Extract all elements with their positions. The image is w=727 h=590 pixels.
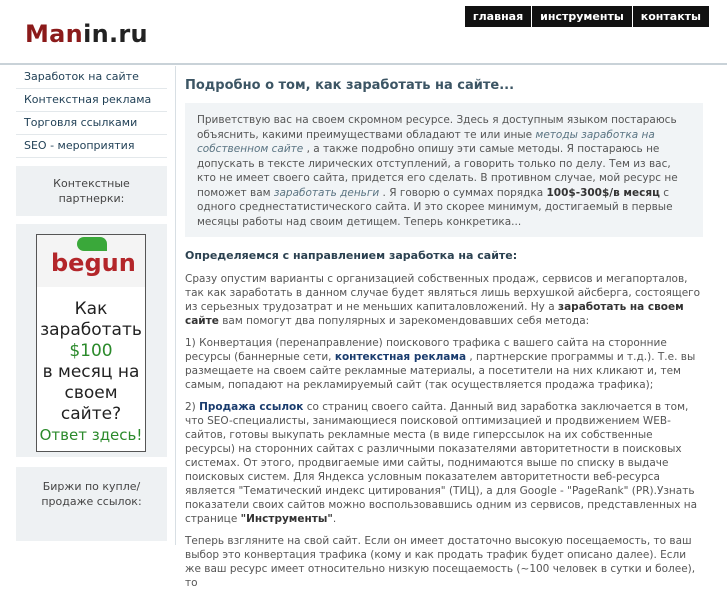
banner-line-3: в месяц на своем сайте? bbox=[42, 362, 140, 424]
main-content bbox=[185, 66, 703, 589]
p1-text-c: вам помогут два популярных и зарекомендовавших себя метода: bbox=[218, 315, 590, 327]
banner-text bbox=[37, 287, 145, 445]
p3-text-b: со страниц своего сайта. Данный вид заработка заключается в том, что SEO-специалисты, занимающиеся поисковой оптимизацией и продвижением WEB-сайтов, готовы выкупать рекламные места (в виде гиперссылок на их собственные ресурсы) на сторонних сайтах с различными показателями авторитетности в поисковых системах. От этого, продвигаемые ими сайты, поднимаются выше по списку в выдаче поисковых систем. Для Яндекса условным показателем авторитетности веб-ресурса является "Тематический индекс цитирования" (ТИЦ), а для Google - "PageRank" (PR).Узнать показатели своих сайтов можно воспользовавшись одним из сервисов, представленных на странице bbox=[185, 401, 698, 525]
paragraph-3 bbox=[185, 400, 703, 526]
banner-line-2: $100 bbox=[69, 341, 113, 361]
intro-text-1: Приветствую вас на своем скромном ресурсе. Здесь я доступным языком постараюсь объяснить, какими преимуществами обладают те или иные bbox=[197, 114, 677, 141]
nav-contacts-link[interactable]: контакты bbox=[633, 6, 709, 27]
site-logo[interactable] bbox=[25, 20, 148, 48]
context-partners-panel: Контекстные партнерки: bbox=[16, 166, 167, 216]
banner-brand-area bbox=[37, 235, 145, 287]
banner-container bbox=[16, 224, 167, 457]
top-navigation bbox=[465, 6, 709, 27]
nav-home-link[interactable]: главная bbox=[465, 6, 531, 27]
paragraph-4: Теперь взгляните на свой сайт. Если он имеет достаточно высокую посещаемость, то ваш выбор это конвертация трафика (кому и как продать трафик будет описано далее). Если же ваш ресурс имеет относительно низкую посещаемость (~100 человек в сутки и более), то bbox=[185, 535, 696, 589]
p1-bold: заработать на своем сайте bbox=[185, 301, 684, 327]
banner-line-4: Ответ здесь! bbox=[39, 426, 143, 444]
intro-emphasis-money: заработать деньги bbox=[273, 186, 380, 199]
sidebar bbox=[10, 66, 176, 545]
sidebar-item-seo[interactable]: SEO - мероприятия bbox=[16, 135, 167, 158]
logo-part-domain: in.ru bbox=[83, 20, 148, 48]
sidebar-item-link-trading[interactable]: Торговля ссылками bbox=[16, 112, 167, 135]
p2-text-b: , партнерские программы и т.д.). Т.е. вы размещаете на своем сайте рекламные материалы, а посетители на них кликают и, тем самым, попадают на рекламируемый сайт (так осуществляется продажа трафика); bbox=[185, 351, 696, 391]
p2-text-a: 1) Конвертация (перенаправление) поискового трафика с вашего сайта на сторонние ресурсы (баннерные сети, bbox=[185, 337, 667, 363]
tools-page-reference: "Инструменты" bbox=[240, 513, 333, 525]
p3-text-d: . bbox=[332, 513, 337, 525]
logo-part-man: Man bbox=[25, 20, 84, 48]
link-sales-link[interactable]: Продажа ссылок bbox=[199, 401, 304, 413]
context-ads-link[interactable]: контекстная реклама bbox=[334, 351, 467, 363]
banner-brand-logo: begun bbox=[51, 249, 136, 277]
section-title: Определяемся с направлением заработка на сайте: bbox=[185, 249, 518, 262]
sidebar-item-context-ads[interactable]: Контекстная реклама bbox=[16, 89, 167, 112]
intro-amount: 100$-300$/в месяц bbox=[546, 186, 660, 199]
sidebar-menu bbox=[10, 66, 175, 158]
begun-banner[interactable] bbox=[36, 234, 146, 452]
intro-text-4: с одного среднестатистического сайта. И это скорее минимум, достигаемый в первые месяцы работы над своим детищем. Теперь конкретика... bbox=[197, 186, 673, 228]
intro-emphasis-methods: методы заработка на собственном сайте bbox=[197, 128, 655, 155]
p3-text-a: 2) bbox=[185, 401, 200, 413]
paragraph-1 bbox=[185, 272, 703, 328]
p1-text-a: Сразу опустим варианты с организацией собственных продаж, сервисов и мегапорталов, так как заработать в данном случае будет являться лишь верхушкой айсберга, состоящего из серьезных трудозатрат и не меньших капиталовложений. Ну а bbox=[185, 273, 701, 313]
paragraph-2 bbox=[185, 336, 703, 392]
site-header bbox=[0, 0, 727, 63]
nav-tools-link[interactable]: инструменты bbox=[532, 6, 632, 27]
intro-box bbox=[185, 103, 703, 237]
link-exchanges-panel: Биржи по купле/продаже ссылок: bbox=[16, 467, 167, 541]
intro-text-3: . Я говорю о суммах порядка bbox=[379, 186, 547, 199]
header-divider bbox=[0, 63, 727, 65]
banner-line-1: Как заработать bbox=[40, 299, 142, 340]
intro-text-2: , а также подробно опишу эти самые методы. Я постараюсь не допускать в тексте лирических отступлений, а говорить только по делу. Тем из вас, кто не имеет своего сайта, придется его сделать. В противном случае, мой ресурс не поможет вам bbox=[197, 143, 678, 199]
page-title: Подробно о том, как заработать на сайте... bbox=[185, 78, 515, 93]
sidebar-item-earning[interactable]: Заработок на сайте bbox=[16, 66, 167, 89]
